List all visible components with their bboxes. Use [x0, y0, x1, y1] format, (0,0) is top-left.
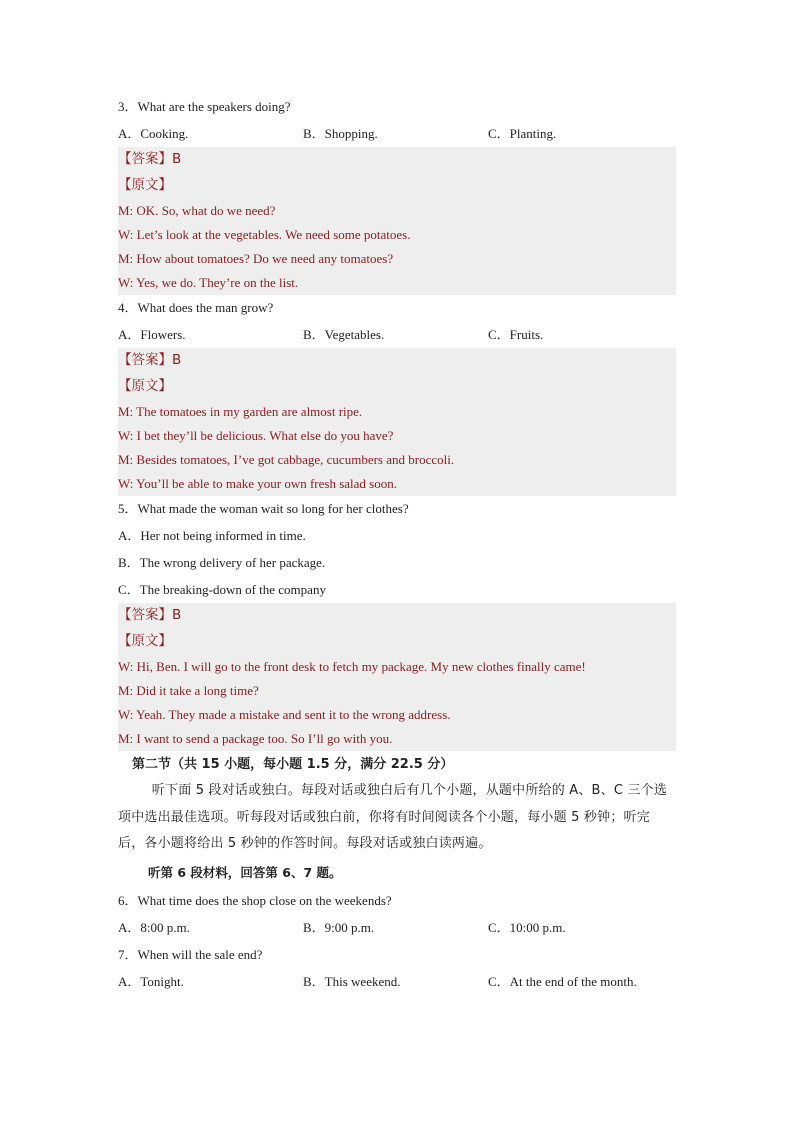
question-6: 6．What time does the shop close on the weekends? — [118, 892, 392, 908]
answer-label: 【答案】B — [118, 352, 182, 368]
transcript-line: W: Yeah. They made a mistake and sent it to the wrong address. — [118, 707, 451, 722]
section-instructions: 听下面 5 段对话或独白。每段对话或独白后有几个小题，从题中所给的 A、B、C 三个选项中选出最佳选项。听每段对话或独白前，你将有时间阅读各个小题，每小题 5 秒钟；听完后，各小题将给出 5 秒钟的作答时间。每段对话或独白读两遍。 — [118, 783, 668, 851]
answer-label: 【答案】B — [118, 151, 182, 167]
section-heading: 第二节（共 15 小题，每小题 1.5 分，满分 22.5 分） — [132, 757, 454, 772]
option-b: B．9:00 p.m. — [303, 919, 375, 935]
question-3-options — [118, 120, 676, 147]
transcript-label: 【原文】 — [118, 378, 172, 394]
option-b: B．The wrong delivery of her package. — [118, 555, 326, 570]
answer-block-5 — [118, 603, 676, 751]
option-a: A．Tonight. — [118, 973, 184, 989]
option-c: C．Planting. — [488, 126, 557, 141]
answer-block-4 — [118, 348, 676, 496]
answer-block-3 — [118, 147, 676, 295]
option-a: A．Cooking. — [118, 126, 189, 141]
option-a: A．Flowers. — [118, 327, 186, 342]
question-6-options — [118, 914, 676, 941]
transcript-line: W: I bet they’ll be delicious. What else do you have? — [118, 428, 394, 443]
transcript-label: 【原文】 — [118, 177, 172, 193]
transcript-line: W: Hi, Ben. I will go to the front desk to fetch my package. My new clothes finally came! — [118, 659, 586, 674]
transcript-line: W: Yes, we do. They’re on the list. — [118, 275, 299, 290]
option-b: B．Shopping. — [303, 126, 378, 141]
option-a: A．Her not being informed in time. — [118, 528, 306, 543]
question-7: 7．When will the sale end? — [118, 946, 263, 962]
transcript-line: M: How about tomatoes? Do we need any tomatoes? — [118, 251, 394, 266]
option-b: B．This weekend. — [303, 973, 401, 989]
answer-label: 【答案】B — [118, 607, 182, 623]
transcript-label: 【原文】 — [118, 633, 172, 649]
document-page — [118, 94, 676, 995]
option-a: A．8:00 p.m. — [118, 919, 190, 935]
transcript-line: W: You’ll be able to make your own fresh salad soon. — [118, 476, 397, 491]
option-c: C．Fruits. — [488, 327, 544, 342]
section-subheading: 听第 6 段材料，回答第 6、7 题。 — [148, 864, 342, 880]
option-b: B．Vegetables. — [303, 327, 385, 342]
question-4-options — [118, 321, 676, 348]
transcript-line: M: I want to send a package too. So I’ll go with you. — [118, 731, 393, 746]
question-5: 5．What made the woman wait so long for her clothes? — [118, 501, 409, 516]
transcript-line: M: Did it take a long time? — [118, 683, 259, 698]
transcript-line: W: Let’s look at the vegetables. We need some potatoes. — [118, 227, 411, 242]
option-c: C．The breaking-down of the company — [118, 582, 326, 597]
question-4: 4．What does the man grow? — [118, 300, 274, 315]
transcript-line: M: OK. So, what do we need? — [118, 203, 276, 218]
question-7-options — [118, 968, 676, 995]
transcript-line: M: The tomatoes in my garden are almost ripe. — [118, 404, 363, 419]
transcript-line: M: Besides tomatoes, I’ve got cabbage, cucumbers and broccoli. — [118, 452, 455, 467]
option-c: C．At the end of the month. — [488, 973, 637, 989]
option-c: C．10:00 p.m. — [488, 919, 566, 935]
question-3: 3．What are the speakers doing? — [118, 99, 291, 114]
